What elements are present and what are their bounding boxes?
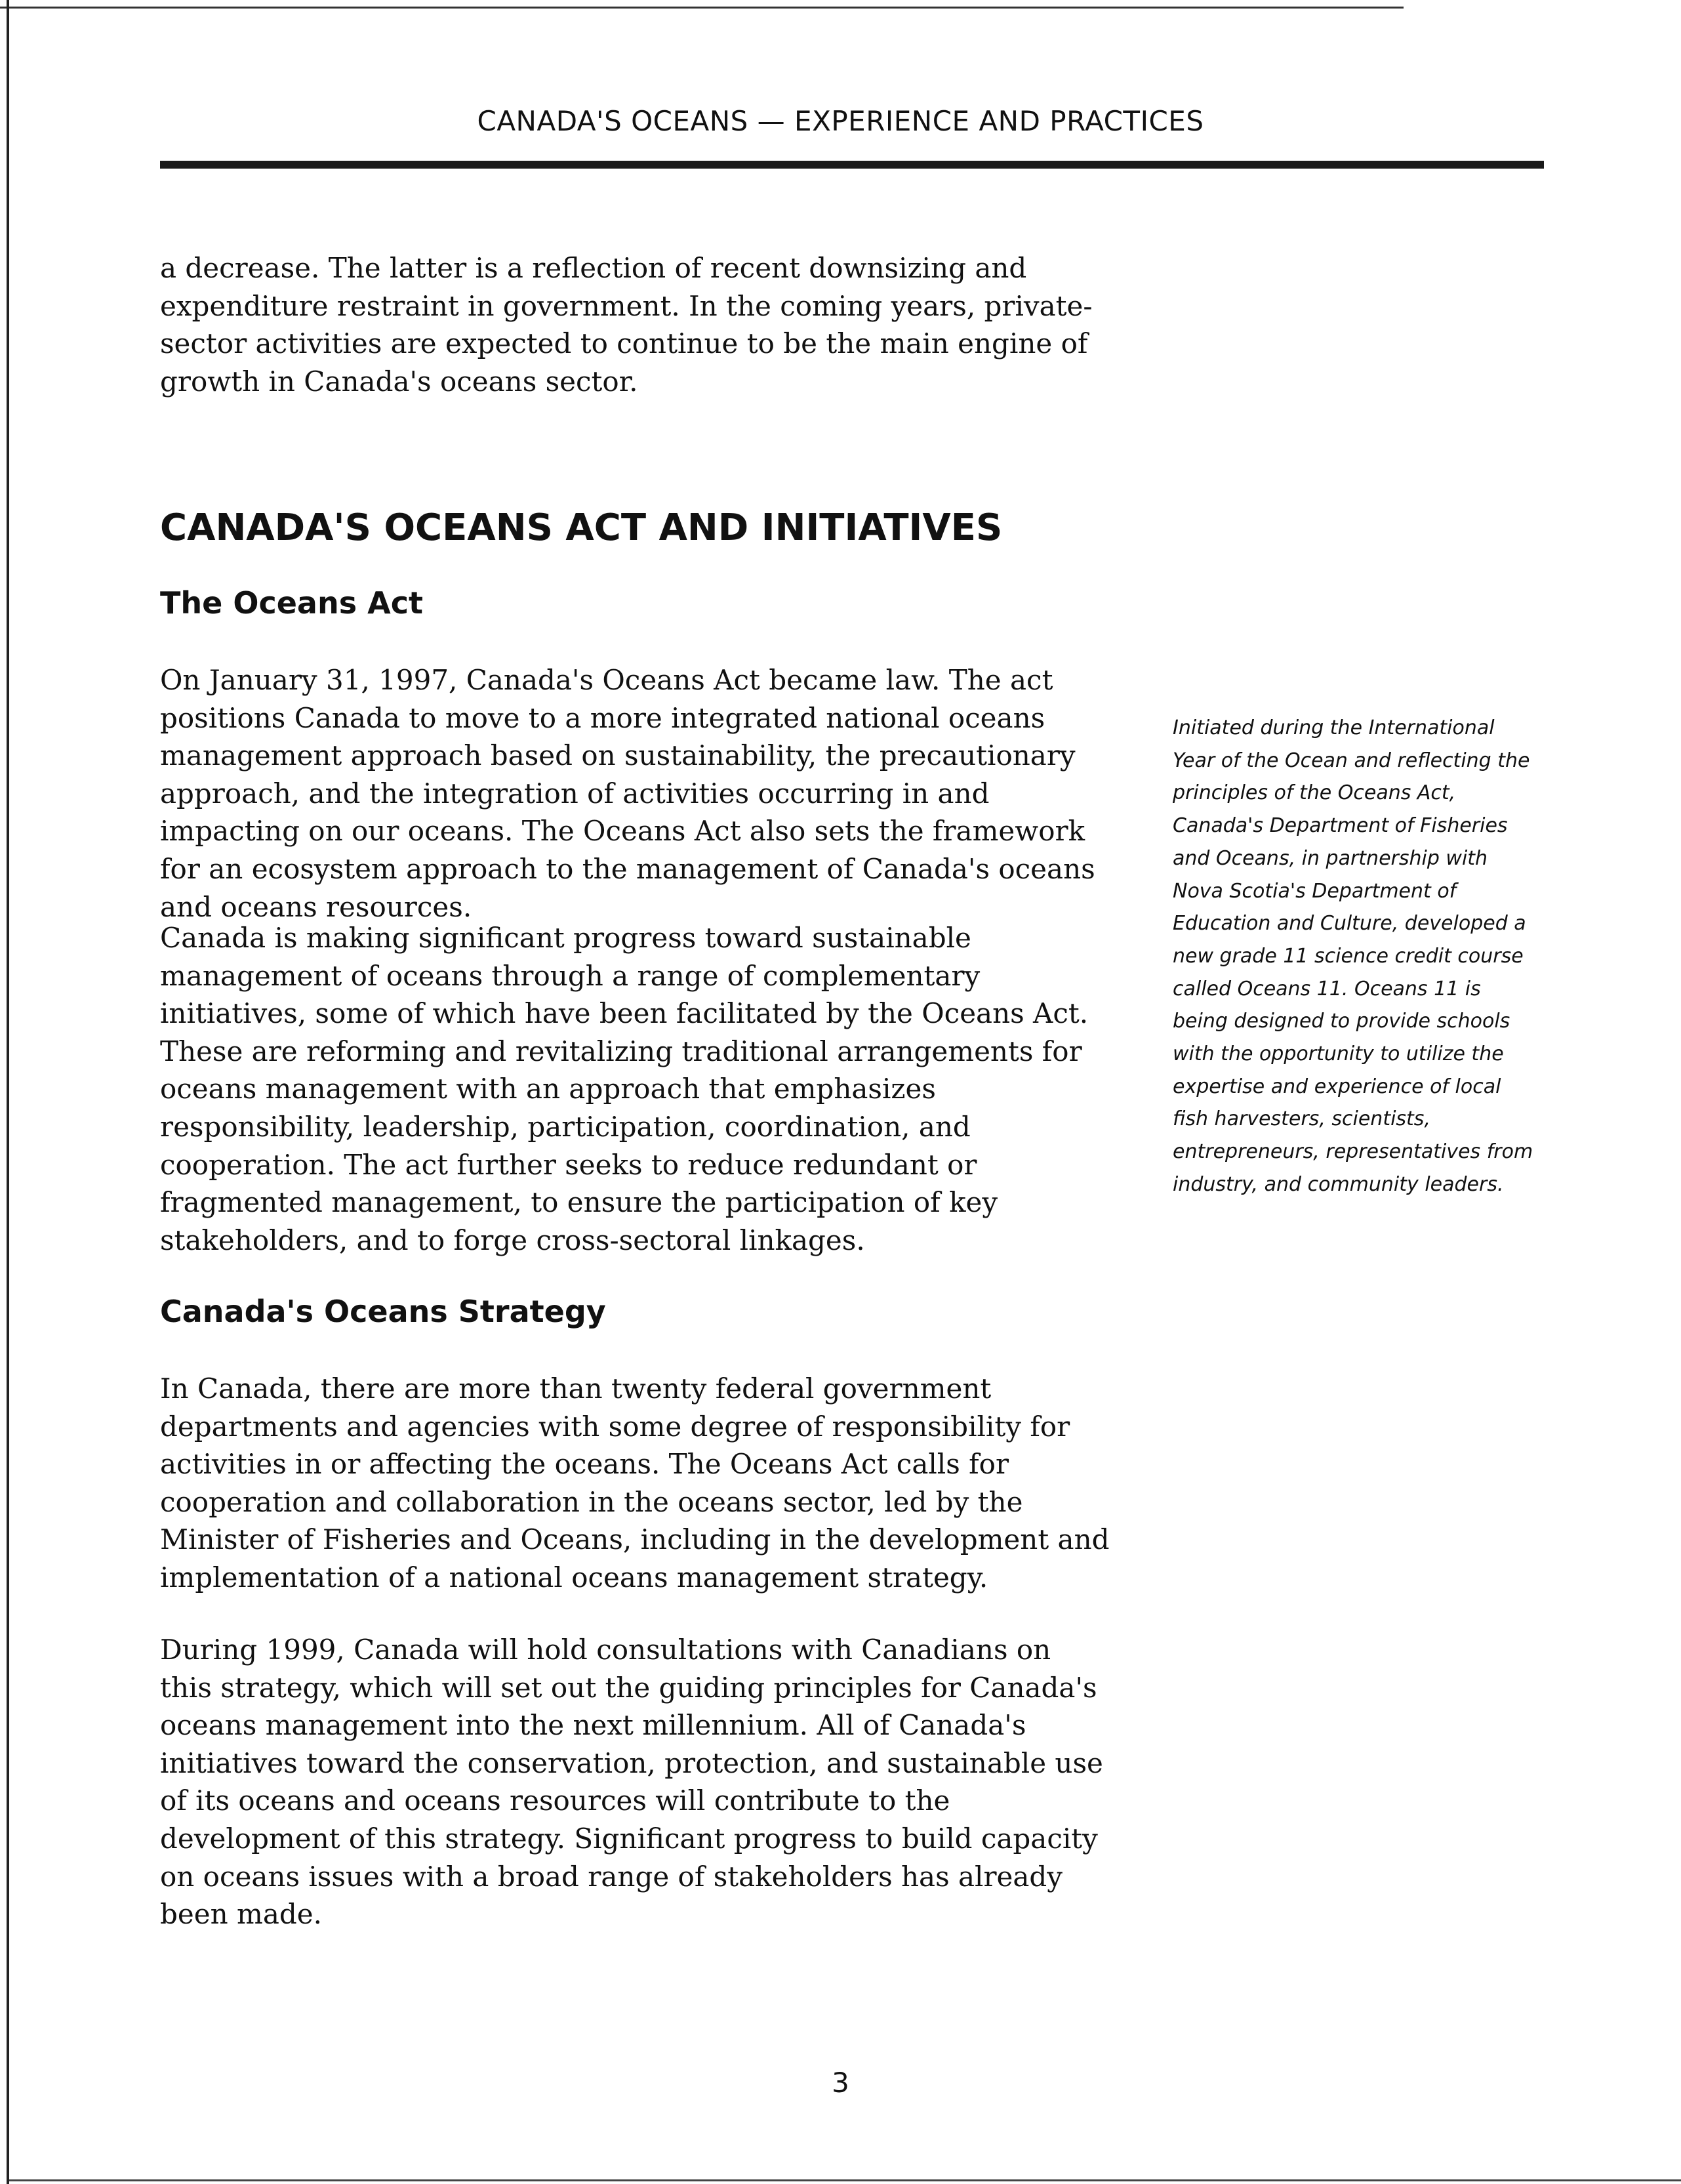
oceans-strategy-paragraph-2: During 1999, Canada will hold consultations with Canadians on this strategy, which will set out the guiding principles for Canada's oceans management into the next millennium. All of Canada's initiatives toward the conservation, protection, and sustainable use of its oceans and oceans resources will contribute to the development of this strategy. Significant progress to build capacity on oceans issues with a broad range of stakeholders has already been made. bbox=[160, 1634, 1103, 1931]
oceans-act-paragraph-1: On January 31, 1997, Canada's Oceans Act became law. The act positions Canada to move to a more integrated national oceans management approach based on sustainability, the precautionary approach, and the integration of activities occurring in and impacting on our oceans. The Oceans Act also sets the framework for an ecosystem approach to the management of Canada's oceans and oceans resources. bbox=[160, 664, 1095, 923]
scan-left-edge bbox=[7, 0, 9, 2184]
oceans-act-heading: The Oceans Act bbox=[160, 585, 423, 621]
intro-paragraph: a decrease. The latter is a reflection of recent downsizing and expenditure restraint in government. In the coming years, private-sector activities are expected to continue to be the main engine of growth in Canada's oceans sector. bbox=[160, 252, 1093, 398]
section-title: CANADA'S OCEANS ACT AND INITIATIVES bbox=[160, 506, 1003, 549]
oceans-strategy-paragraph-1: In Canada, there are more than twenty federal government departments and agencies with some degree of responsibility for activities in or affecting the oceans. The Oceans Act calls for cooperation and collaboration in the oceans sector, led by the Minister of Fisheries and Oceans, including in the development and implementation of a national oceans management strategy. bbox=[160, 1372, 1110, 1594]
page-number: 3 bbox=[832, 2067, 849, 2099]
running-header: CANADA'S OCEANS — EXPERIENCE AND PRACTICES bbox=[477, 105, 1204, 137]
header-rule bbox=[160, 161, 1544, 169]
scan-top-edge bbox=[0, 7, 1404, 9]
scan-bottom-edge bbox=[9, 2179, 1681, 2181]
oceans-act-paragraph-2: Canada is making significant progress toward sustainable management of oceans through a range of complementary initiatives, some of which have been facilitated by the Oceans Act. These are reforming and revitalizing traditional arrangements for oceans management with an approach that emphasizes responsibility, leadership, participation, coordination, and cooperation. The act further seeks to reduce redundant or fragmented management, to ensure the participation of key stakeholders, and to forge cross-sectoral linkages. bbox=[160, 922, 1089, 1256]
sidebar-note: Initiated during the International Year of the Ocean and reflecting the principles of the Oceans Act, Canada's Department of Fisheries and Oceans, in partnership with Nova Scotia's Department of Education and Culture, developed a new grade 11 science credit course called Oceans 11. Oceans 11 is being designed to provide schools with the opportunity to utilize the expertise and experience of local fish harvesters, scientists, entrepreneurs, representatives from industry, and community leaders. bbox=[1173, 716, 1533, 1196]
oceans-strategy-heading: Canada's Oceans Strategy bbox=[160, 1294, 606, 1329]
